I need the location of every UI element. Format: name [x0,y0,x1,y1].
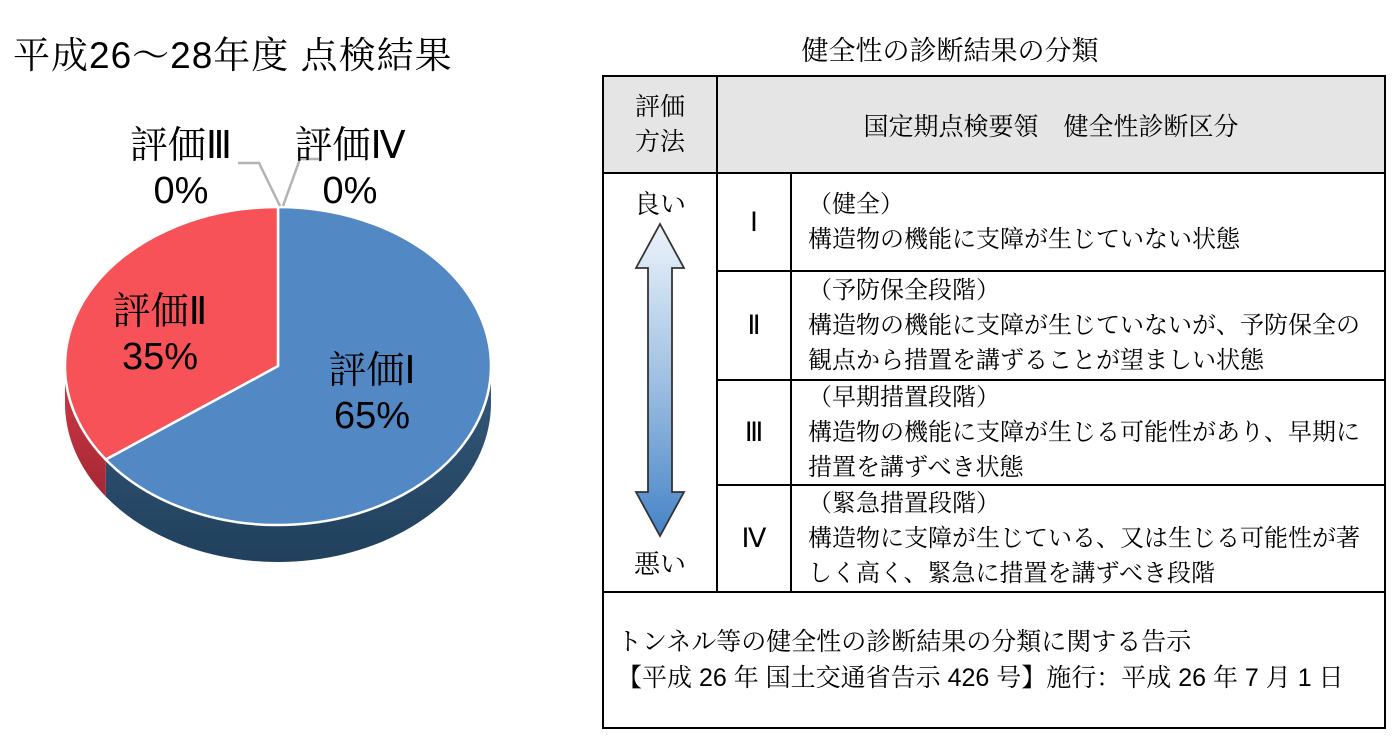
header-method-line1: 評価 [634,92,685,121]
pie-chart-title: 平成26〜28年度 点検結果 [13,35,453,76]
state-desc-4: 構造物に支障が生じている、又は生じる可能性が著しく高く、緊急に措置を講ずべき段階 [808,525,1360,587]
table-row [718,381,1384,486]
table-title: 健全性の診断結果の分類 [801,36,1099,66]
header-row [604,77,1384,174]
scale-cell [604,174,718,591]
pie-label-grade1-pct: 65% [333,395,411,437]
pie-label-grade3-pct: 0% [153,170,209,212]
header-method-cell [604,77,718,172]
pie-label-grade3 [130,124,232,214]
table-row [718,174,1384,272]
header-method-line2: 方法 [634,127,685,156]
pie-label-grade1 [328,349,415,439]
pie-label-grade2 [113,290,208,380]
pie-label-grade1-name: 評価Ⅰ [328,350,416,392]
footnote-line1: トンネル等の健全性の診断結果の分類に関する告示 [617,628,1192,656]
state-name-2: （予防保全段階） [808,277,1000,305]
grade-rows [718,174,1384,591]
pie-label-grade4 [294,124,405,214]
grade-cell-2: Ⅱ [718,272,792,379]
pie-label-grade2-name: 評価Ⅱ [112,291,208,333]
table-row [718,486,1384,591]
pie-chart [0,0,600,737]
pie-chart-svg [0,0,600,737]
scale-bad-label: 悪い [633,549,686,579]
pie-label-grade4-pct: 0% [322,170,378,212]
desc-cell-1 [792,174,1384,270]
table-row [718,272,1384,381]
state-name-4: （緊急措置段階） [808,490,1000,517]
pie-label-grade4-name: 評価Ⅳ [294,125,406,167]
state-name-3: （早期措置段階） [808,384,1000,411]
desc-cell-4 [792,486,1384,591]
good-bad-arrow-icon [634,222,686,538]
pie-label-grade3-name: 評価Ⅲ [129,125,233,167]
state-desc-2: 構造物の機能に支障が生じていないが、予防保全の観点から措置を講ずることが望ましい状態 [808,312,1360,375]
scale-good-label: 良い [633,189,686,219]
classification-table [602,75,1386,729]
desc-cell-2 [792,272,1384,379]
grade-cell-4: Ⅳ [718,486,792,591]
state-desc-3: 構造物の機能に支障が生じる可能性があり、早期に措置を講ずべき状態 [808,419,1360,481]
grade-cell-3: Ⅲ [718,381,792,484]
grade-cell-1: Ⅰ [718,174,792,270]
desc-cell-3 [792,381,1384,484]
footnote-line2: 【平成 26 年 国土交通省告示 426 号】施行：平成 26 年 7 月 1 日 [617,664,1344,692]
state-name-1: （健全） [808,191,904,219]
state-desc-1: 構造物の機能に支障が生じていない状態 [808,226,1240,254]
table-body [604,174,1384,591]
header-category-cell: 国定期点検要領 健全性診断区分 [863,112,1239,141]
footnote-cell [604,591,1384,727]
pie-label-grade2-pct: 35% [121,336,199,378]
